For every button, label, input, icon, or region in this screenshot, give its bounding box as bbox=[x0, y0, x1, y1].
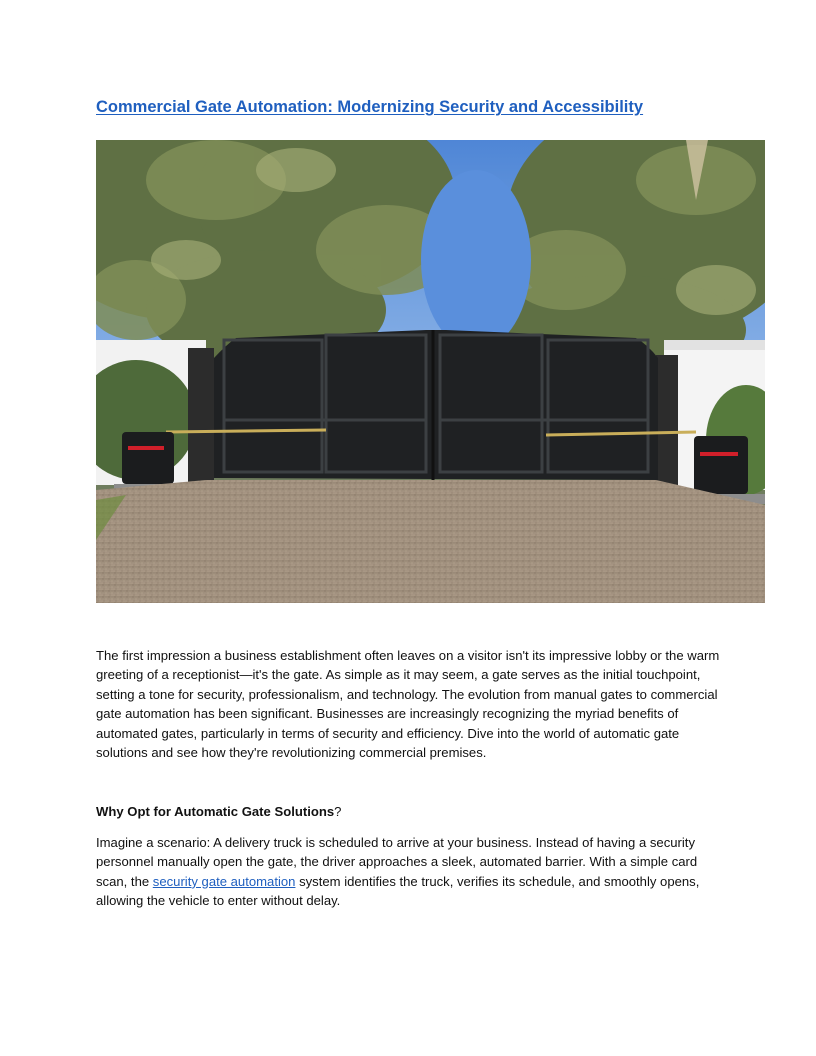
hero-gate-photo bbox=[96, 140, 765, 603]
security-gate-automation-link[interactable]: security gate automation bbox=[152, 873, 296, 889]
section-paragraph-before-link: Imagine a scenario: A delivery truck is scheduled to arrive at your business. Instead of having a security personnel manually open the gate, the driver approaches a sleek, automated barrier. With a simple card scan, the bbox=[96, 835, 698, 889]
section-heading-suffix: ? bbox=[334, 804, 342, 819]
section-paragraph-after-link: system identifies the truck, verifies its schedule, and smoothly opens, allowing the vehicle to enter without delay. bbox=[96, 873, 700, 909]
section-heading bbox=[96, 802, 341, 821]
section-heading-bold: Why Opt for Automatic Gate Solutions bbox=[96, 804, 335, 819]
section-paragraph bbox=[96, 833, 724, 911]
document-title[interactable]: Commercial Gate Automation: Modernizing Security and Accessibility bbox=[96, 98, 644, 116]
intro-paragraph: The first impression a business establishment often leaves on a visitor isn't its impressive lobby or the warm greeting of a receptionist—it's the gate. As simple as it may seem, a gate serves as the initial touchpoint, setting a tone for security, professionalism, and technology. The evolution from manual gates to commercial gate automation has been significant. Businesses are increasingly recognizing the myriad benefits of automated gates, particularly in terms of security and efficiency. Dive into the world of automatic gate solutions and see how they're revolutionizing commercial premises. bbox=[96, 648, 720, 761]
